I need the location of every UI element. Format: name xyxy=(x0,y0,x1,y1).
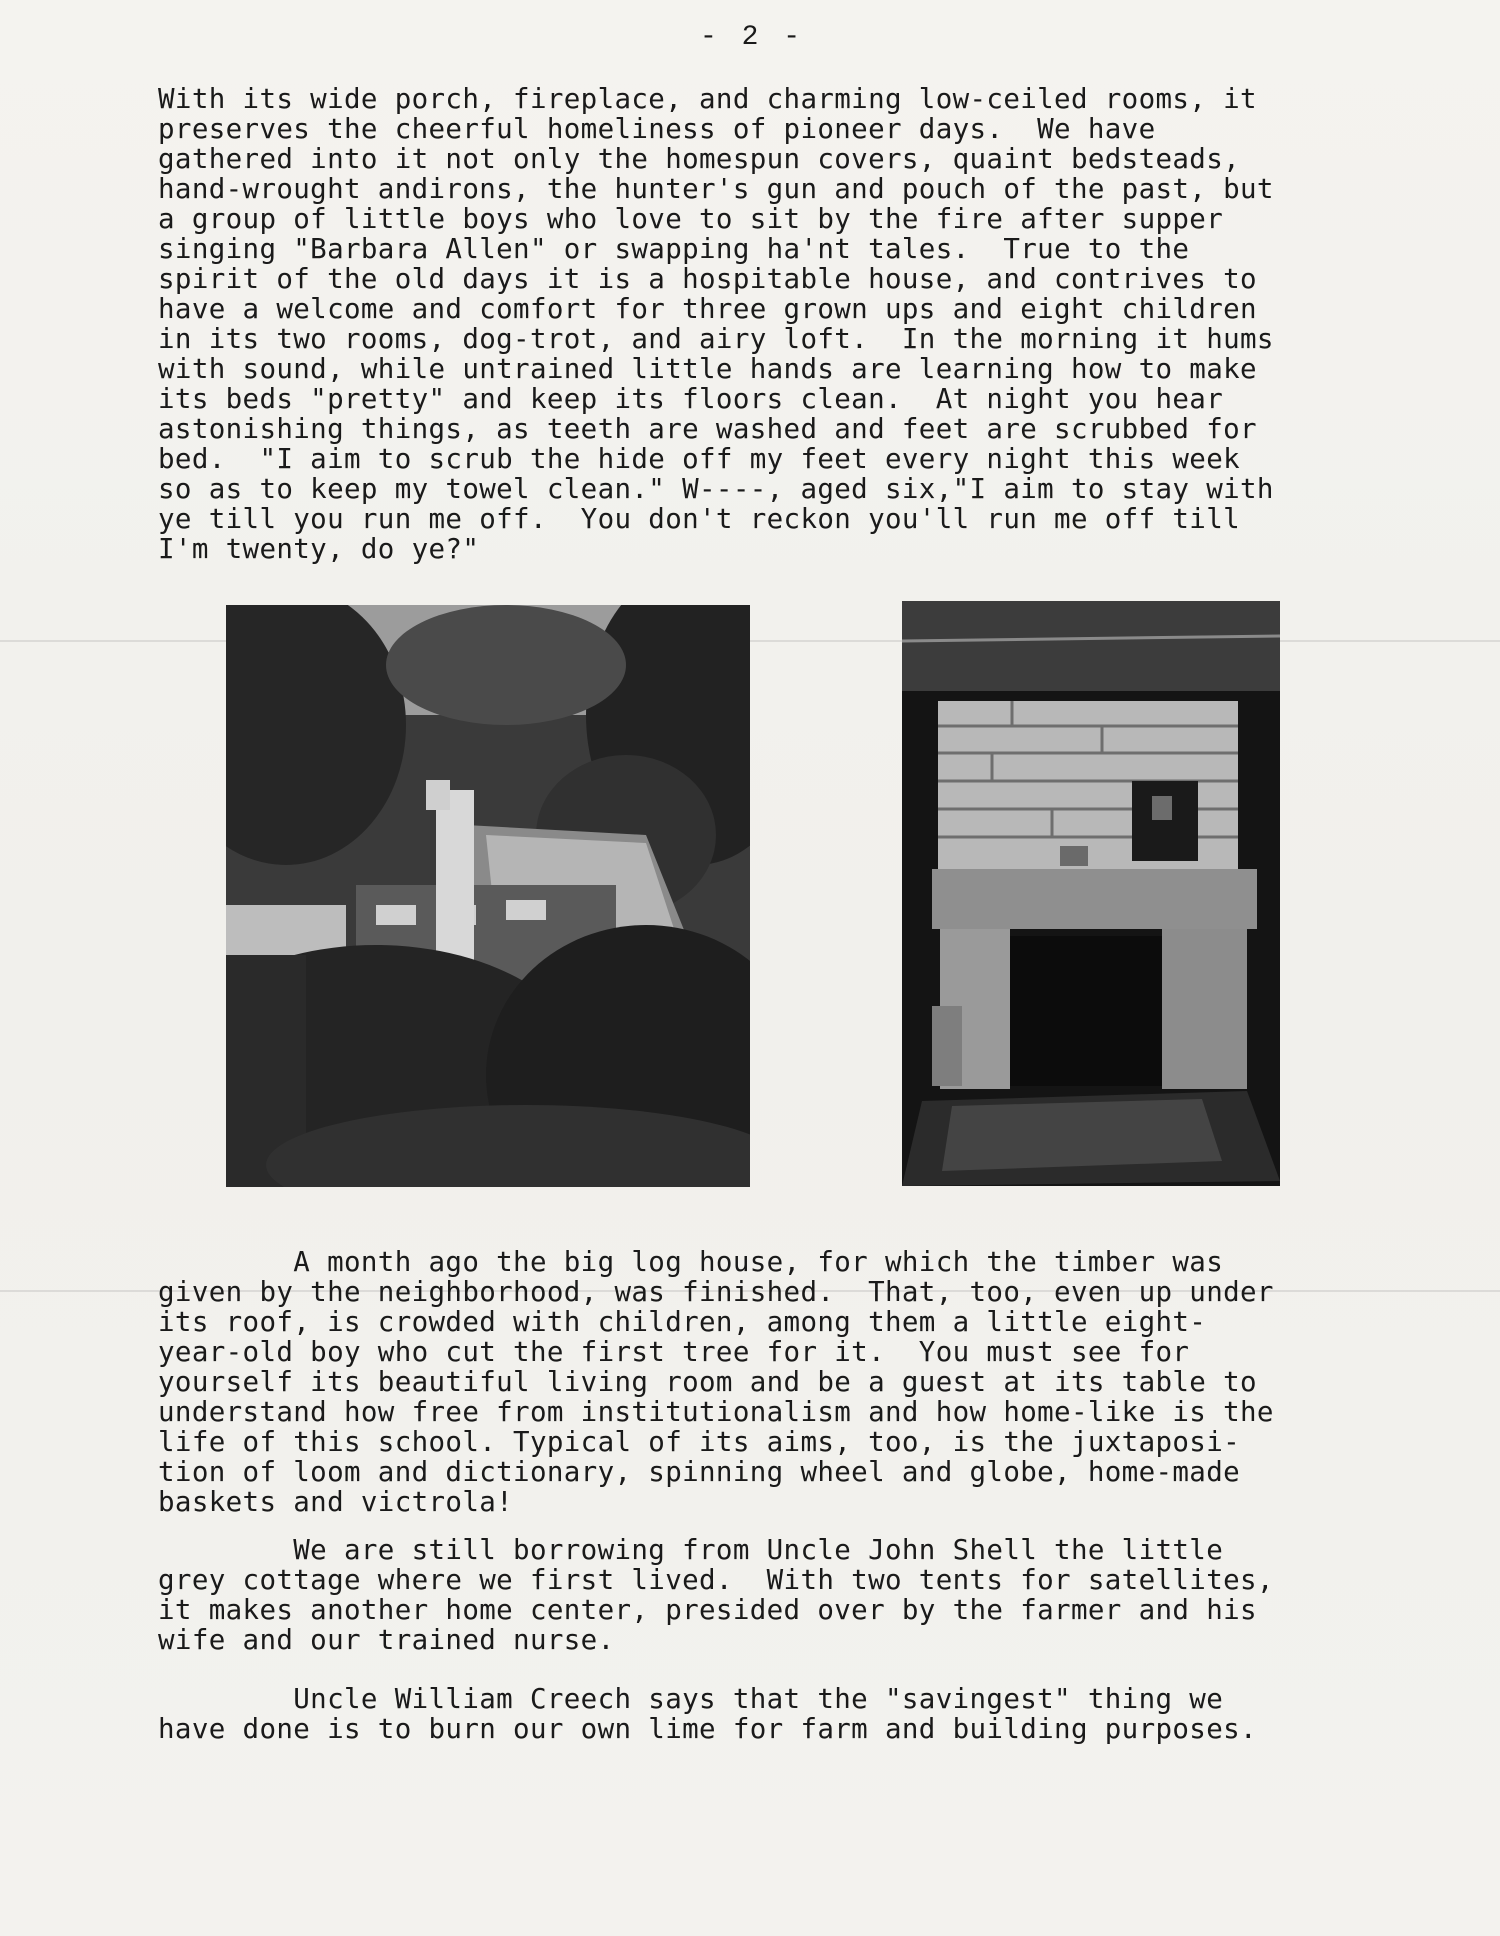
text-line: With its wide porch, fireplace, and charming low-ceiled rooms, it xyxy=(158,83,1257,115)
text-line: gathered into it not only the homespun covers, quaint bedsteads, xyxy=(158,143,1241,175)
text-line: bed. "I aim to scrub the hide off my feet every night this week xyxy=(158,443,1241,475)
text-line: singing "Barbara Allen" or swapping ha'nt tales. True to the xyxy=(158,233,1190,265)
text-line: hand-wrought andirons, the hunter's gun and pouch of the past, but xyxy=(158,173,1274,205)
text-line: ye till you run me off. You don't reckon you'll run me off till xyxy=(158,503,1241,535)
paragraph-lime-burning xyxy=(158,1684,1368,1744)
text-line: year-old boy who cut the first tree for it. You must see for xyxy=(158,1336,1190,1368)
text-line: its beds "pretty" and keep its floors clean. At night you hear xyxy=(158,383,1224,415)
text-line: astonishing things, as teeth are washed and feet are scrubbed for xyxy=(158,413,1257,445)
text-line: a group of little boys who love to sit by the fire after supper xyxy=(158,203,1224,235)
text-line: tion of loom and dictionary, spinning wheel and globe, home-made xyxy=(158,1456,1241,1488)
text-line: baskets and victrola! xyxy=(158,1486,514,1518)
text-line: A month ago the big log house, for which the timber was xyxy=(158,1246,1224,1278)
text-line: its roof, is crowded with children, among them a little eight- xyxy=(158,1306,1207,1338)
text-line: in its two rooms, dog-trot, and airy loft. In the morning it hums xyxy=(158,323,1274,355)
text-line: We are still borrowing from Uncle John Shell the little xyxy=(158,1534,1224,1566)
text-line: spirit of the old days it is a hospitable house, and contrives to xyxy=(158,263,1257,295)
text-line: so as to keep my towel clean." W----, aged six,"I aim to stay with xyxy=(158,473,1274,505)
paragraph-log-cabin xyxy=(158,84,1368,564)
text-line: wife and our trained nurse. xyxy=(158,1624,615,1656)
paragraph-grey-cottage xyxy=(158,1535,1368,1655)
text-line: I'm twenty, do ye?" xyxy=(158,533,480,565)
text-line: given by the neighborhood, was finished. That, too, even up under xyxy=(158,1276,1274,1308)
text-line: have done is to burn our own lime for farm and building purposes. xyxy=(158,1713,1257,1745)
page-number: - 2 - xyxy=(700,22,805,53)
text-line: grey cottage where we first lived. With two tents for satellites, xyxy=(158,1564,1274,1596)
text-line: Uncle William Creech says that the "savingest" thing we xyxy=(158,1683,1224,1715)
text-line: understand how free from institutionalism and how home-like is the xyxy=(158,1396,1274,1428)
text-line: life of this school. Typical of its aims, too, is the juxtaposi- xyxy=(158,1426,1241,1458)
photo-stone-fireplace xyxy=(902,601,1280,1186)
photo-log-cabin xyxy=(226,605,750,1187)
text-line: with sound, while untrained little hands are learning how to make xyxy=(158,353,1257,385)
text-line: yourself its beautiful living room and be a guest at its table to xyxy=(158,1366,1257,1398)
text-line: have a welcome and comfort for three grown ups and eight children xyxy=(158,293,1257,325)
text-line: preserves the cheerful homeliness of pioneer days. We have xyxy=(158,113,1156,145)
paragraph-big-log-house xyxy=(158,1247,1368,1517)
text-line: it makes another home center, presided over by the farmer and his xyxy=(158,1594,1257,1626)
